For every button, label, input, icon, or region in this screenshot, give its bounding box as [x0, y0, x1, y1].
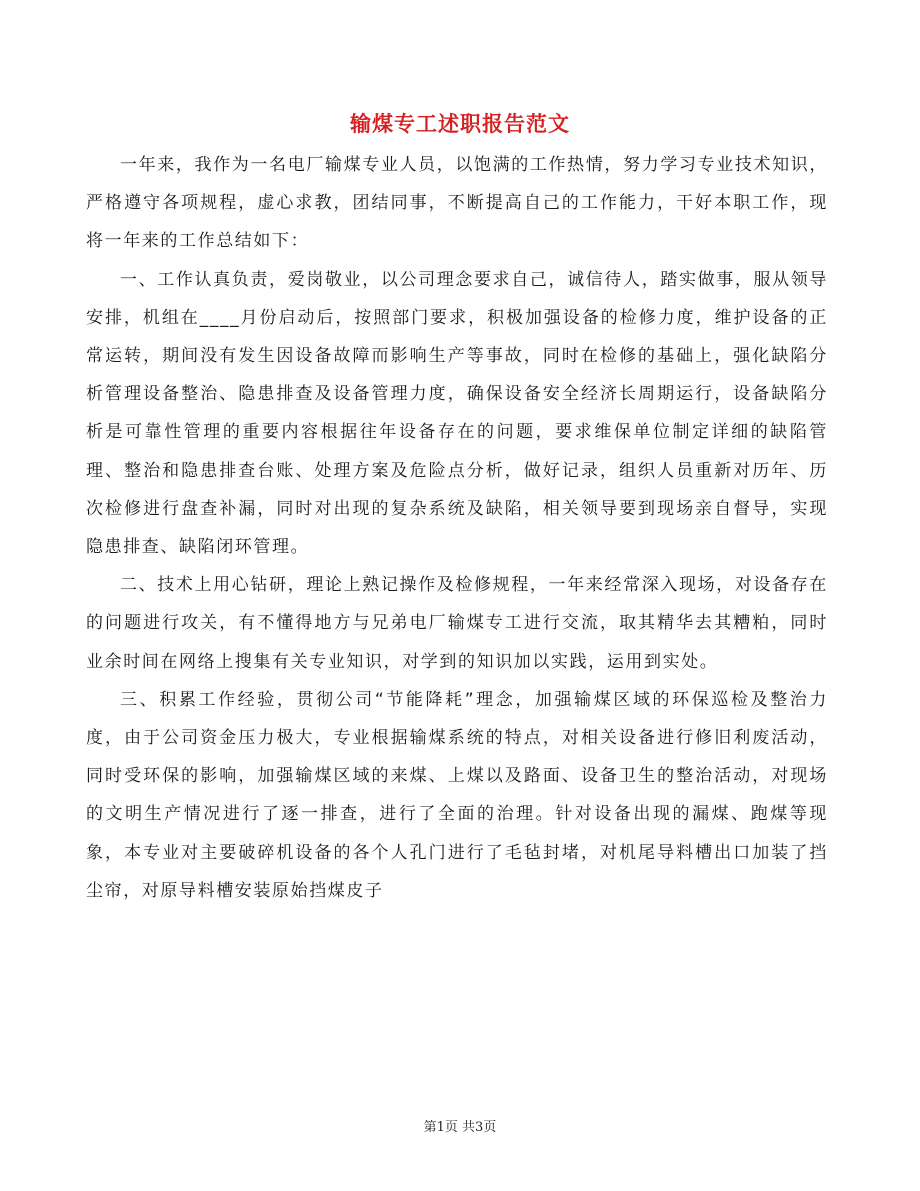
page-footer: 第1页 共3页 [423, 1120, 497, 1135]
paragraph-section-1: 一、工作认真负责，爱岗敬业，以公司理念要求自己，诚信待人，踏实做事，服从领导安排，机组在____月份启动后，按照部门要求，积极加强设备的检修力度，维护设备的正常运转，期间没有发生因设备故障而影响生产等事故，同时在检修的基础上，强化缺陷分析管理设备整治、隐患排查及设备管理力度，确保设备安全经济长周期运行，设备缺陷分析是可靠性管理的重要内容根据往年设备存在的问题，要求维保单位制定详细的缺陷管理、整治和隐患排查台账、处理方案及危险点分析，做好记录，组织人员重新对历年、历次检修进行盘查补漏，同时对出现的复杂系统及缺陷，相关领导要到现场亲自督导，实现隐患排查、缺陷闭环管理。 [86, 269, 828, 558]
document-title: 输煤专工述职报告范文 [350, 111, 570, 136]
paragraph-section-3: 三、积累工作经验，贯彻公司“节能降耗”理念，加强输煤区域的环保巡检及整治力度，由于公司资金压力极大，专业根据输煤系统的特点，对相关设备进行修旧利废活动，同时受环保的影响，加强输煤区域的来煤、上煤以及路面、设备卫生的整治活动，对现场的文明生产情况进行了逐一排查，进行了全面的治理。针对设备出现的漏煤、跑煤等现象，本专业对主要破碎机设备的各个人孔门进行了毛毡封堵，对机尾导料槽出口加装了挡尘帘，对原导料槽安装原始挡煤皮子 [86, 689, 828, 901]
paragraph-intro: 一年来，我作为一名电厂输煤专业人员，以饱满的工作热情，努力学习专业技术知识，严格遵守各项规程，虚心求教，团结同事，不断提高自己的工作能力，干好本职工作，现将一年来的工作总结如下： [86, 155, 828, 252]
paragraph-section-2: 二、技术上用心钻研，理论上熟记操作及检修规程，一年来经常深入现场，对设备存在的问题进行攻关，有不懂得地方与兄弟电厂输煤专工进行交流，取其精华去其糟粕，同时业余时间在网络上搜集有关专业知识，对学到的知识加以实践，运用到实处。 [86, 575, 828, 672]
document-body [86, 146, 828, 910]
